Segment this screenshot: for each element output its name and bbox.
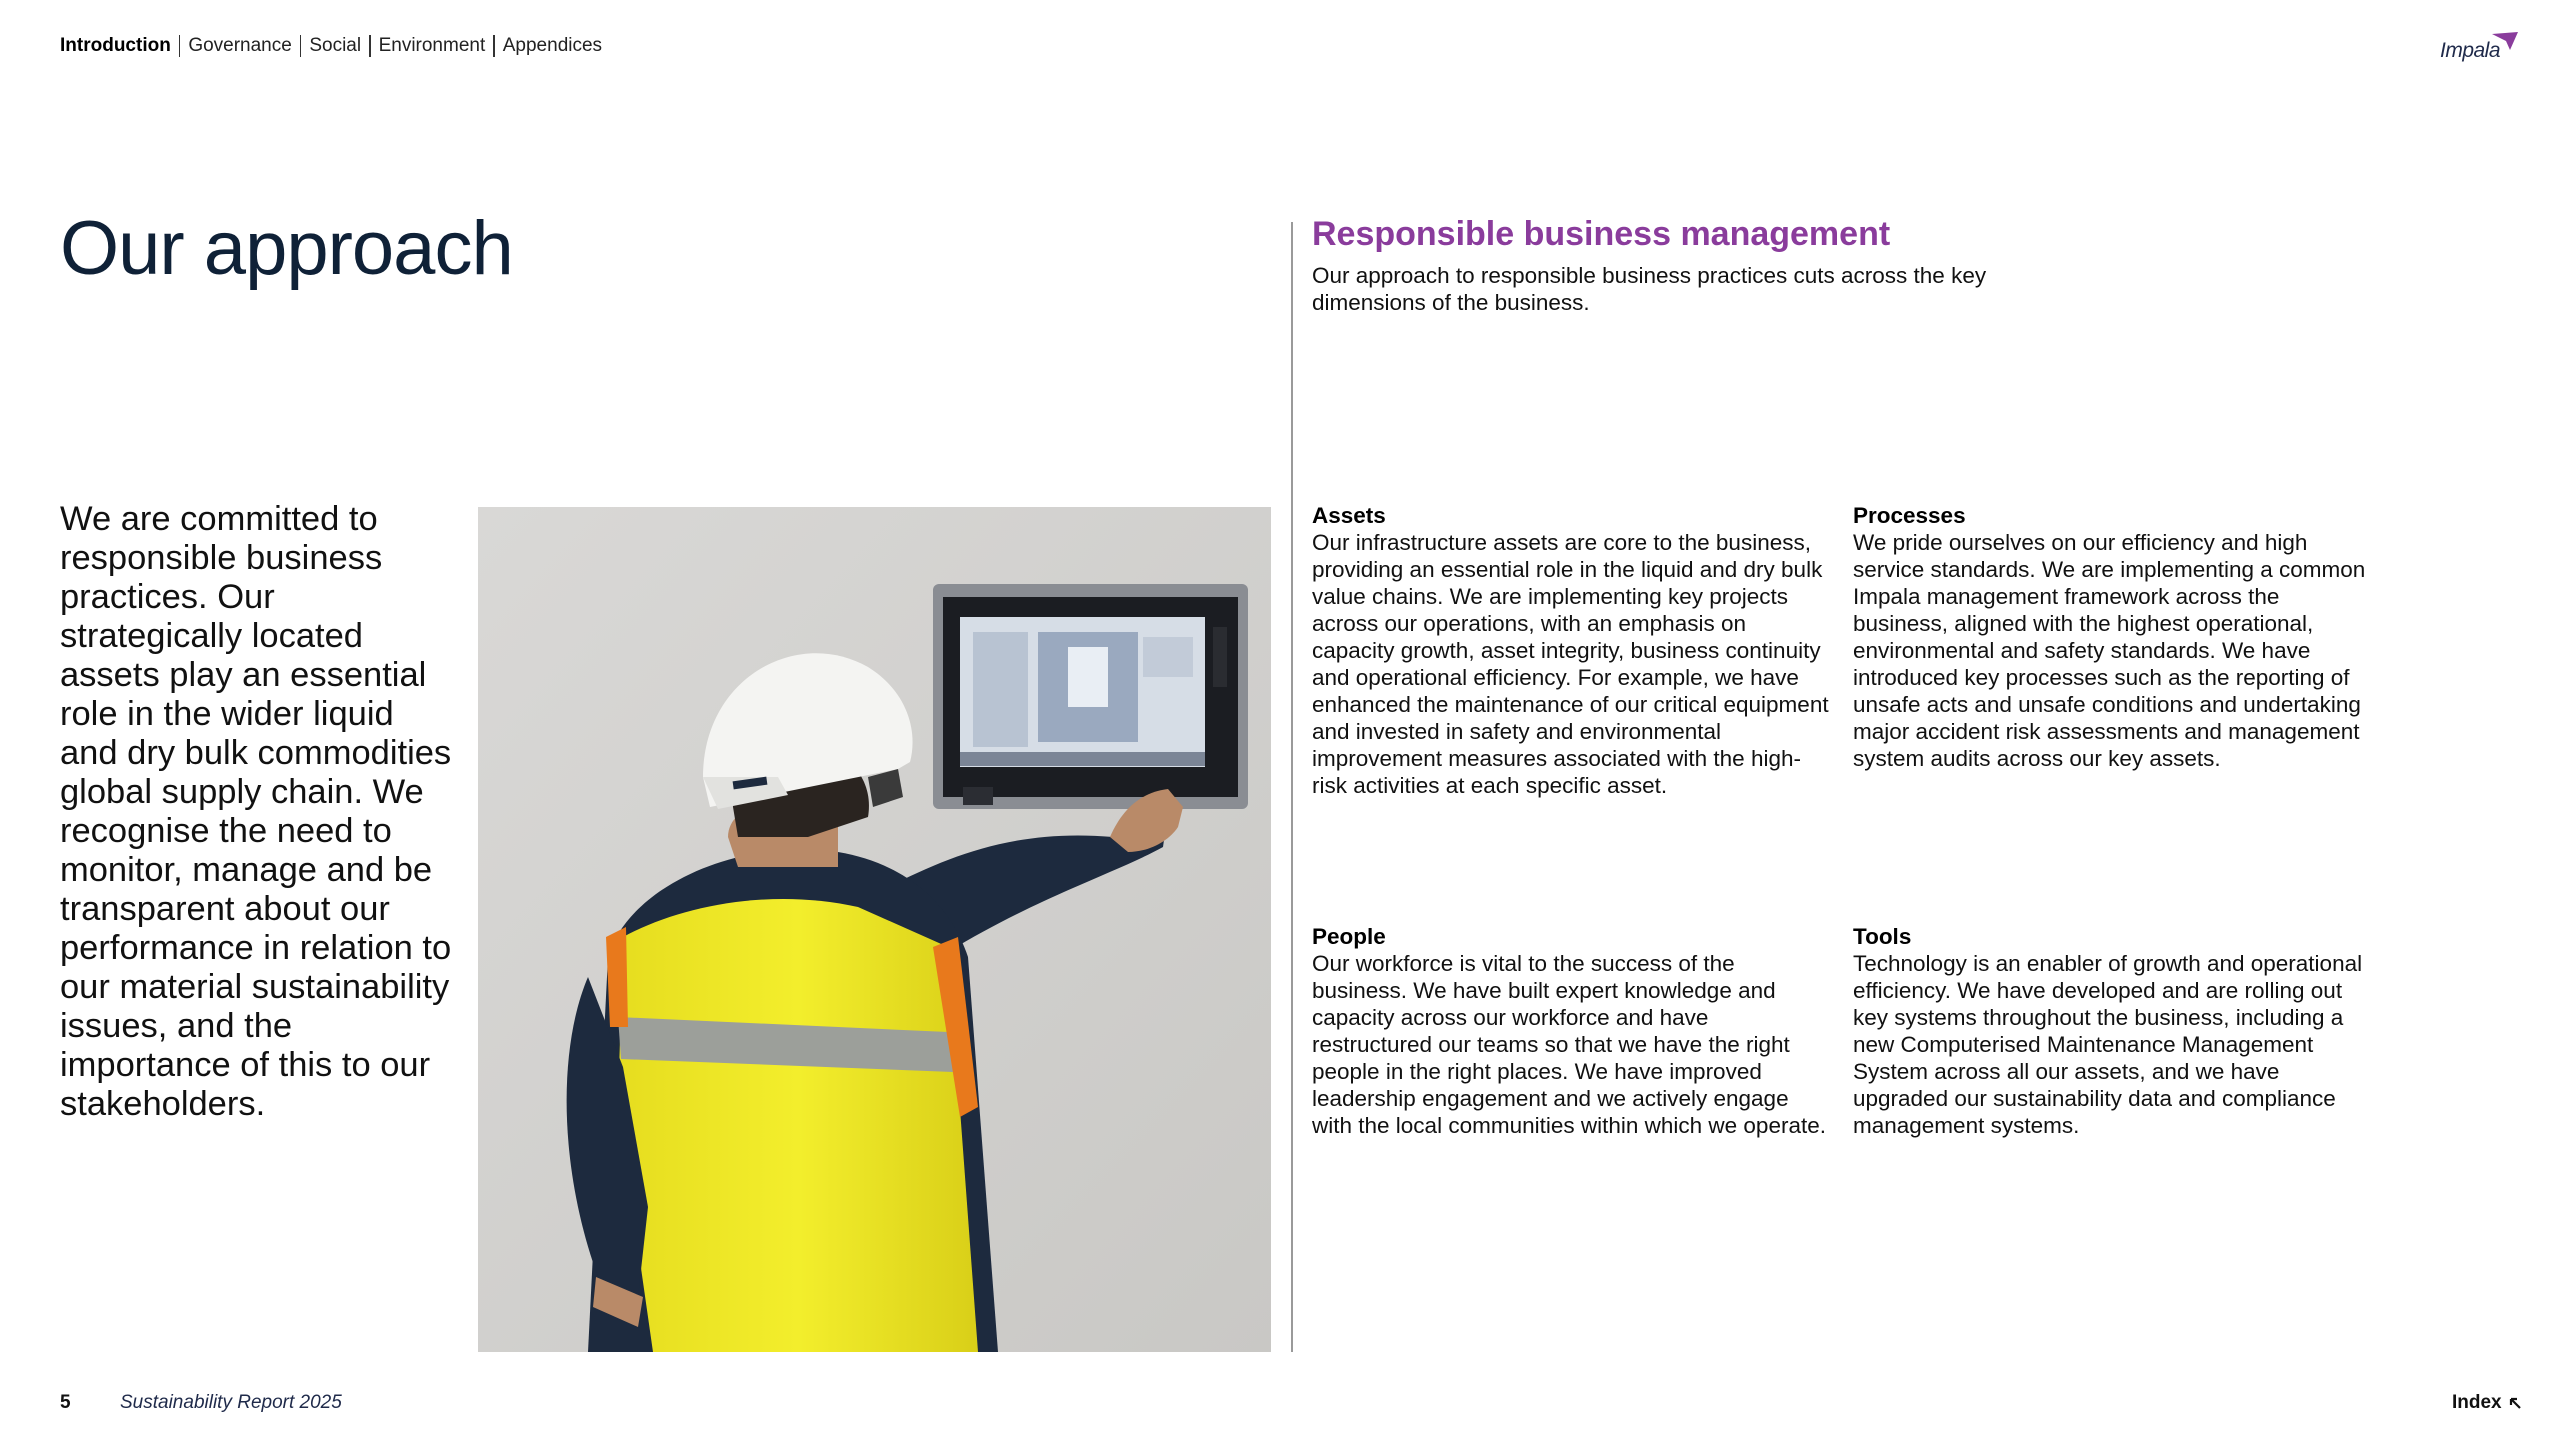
lead-statement: We are committed to responsible business practices. Our strategically located assets play an essential role in the wider liquid and dry bulk commodities global supply chain. We recognise the need to monitor, manage and be transparent about our performance in relation to our material sustainability issues, and the importance of this to our stakeholders. bbox=[60, 500, 452, 1123]
nav-item-environment[interactable]: Environment bbox=[378, 35, 486, 56]
nav-item-governance[interactable]: Governance bbox=[188, 35, 292, 56]
processes-body: We pride ourselves on our efficiency and high service standards. We are implementing a common Impala management framework across the business, aligned with the highest operational, environmental and safety standards. We have introduced key processes such as the reporting of unsafe acts and unsafe conditions and undertaking major accident risk assessments and management system audits across our key assets. bbox=[1853, 530, 2366, 771]
worker-touchscreen-photo bbox=[478, 507, 1271, 1352]
tools-block bbox=[1853, 923, 2373, 1139]
nav-divider bbox=[493, 35, 495, 57]
arrow-up-left-icon bbox=[2508, 1396, 2522, 1410]
report-name: Sustainability Report 2025 bbox=[120, 1392, 342, 1413]
section-intro: Our approach to responsible business practices cuts across the key dimensions of the business. bbox=[1312, 263, 1987, 315]
processes-block bbox=[1853, 502, 2373, 772]
logo-wordmark: Impala bbox=[2440, 39, 2501, 62]
people-body: Our workforce is vital to the success of the business. We have built expert knowledge and capacity across our workforce and have restructured our teams so that we have the right people in the right places. We have improved leadership engagement and we actively engage with the local communities within which we operate. bbox=[1312, 951, 1826, 1138]
page-title: Our approach bbox=[60, 206, 513, 291]
nav-item-appendices[interactable]: Appendices bbox=[502, 35, 603, 56]
processes-heading: Processes bbox=[1853, 503, 1966, 528]
assets-body: Our infrastructure assets are core to the business, providing an essential role in the liquid and dry bulk value chains. We are implementing key projects across our operations, with an emphasis on capacity growth, asset integrity, business continuity and operational efficiency. For example, we have enhanced the maintenance of our critical equipment and invested in safety and environmental improvement measures associated with the high-risk activities at each specific asset. bbox=[1312, 530, 1829, 798]
people-block bbox=[1312, 923, 1832, 1139]
nav-divider bbox=[300, 35, 302, 57]
page-number: 5 bbox=[60, 1392, 71, 1413]
section-title: Responsible business management bbox=[1312, 215, 1891, 253]
people-heading: People bbox=[1312, 924, 1386, 949]
logo-arrow-icon bbox=[2490, 30, 2520, 52]
column-divider bbox=[1291, 222, 1293, 1352]
assets-block bbox=[1312, 502, 1832, 799]
nav-item-social[interactable]: Social bbox=[309, 35, 362, 56]
nav-divider bbox=[369, 35, 371, 57]
impala-logo bbox=[2440, 30, 2520, 66]
assets-heading: Assets bbox=[1312, 503, 1386, 528]
photo-illustration bbox=[478, 507, 1271, 1352]
index-link[interactable] bbox=[2452, 1392, 2522, 1414]
top-navigation bbox=[60, 35, 602, 57]
index-label: Index bbox=[2452, 1392, 2502, 1413]
tools-heading: Tools bbox=[1853, 924, 1912, 949]
nav-divider bbox=[179, 35, 181, 57]
tools-body: Technology is an enabler of growth and operational efficiency. We have developed and are rolling out key systems throughout the business, including a new Computerised Maintenance Management System across all our assets, and we have upgraded our sustainability data and compliance management systems. bbox=[1853, 951, 2363, 1138]
nav-item-introduction[interactable]: Introduction bbox=[60, 35, 171, 56]
